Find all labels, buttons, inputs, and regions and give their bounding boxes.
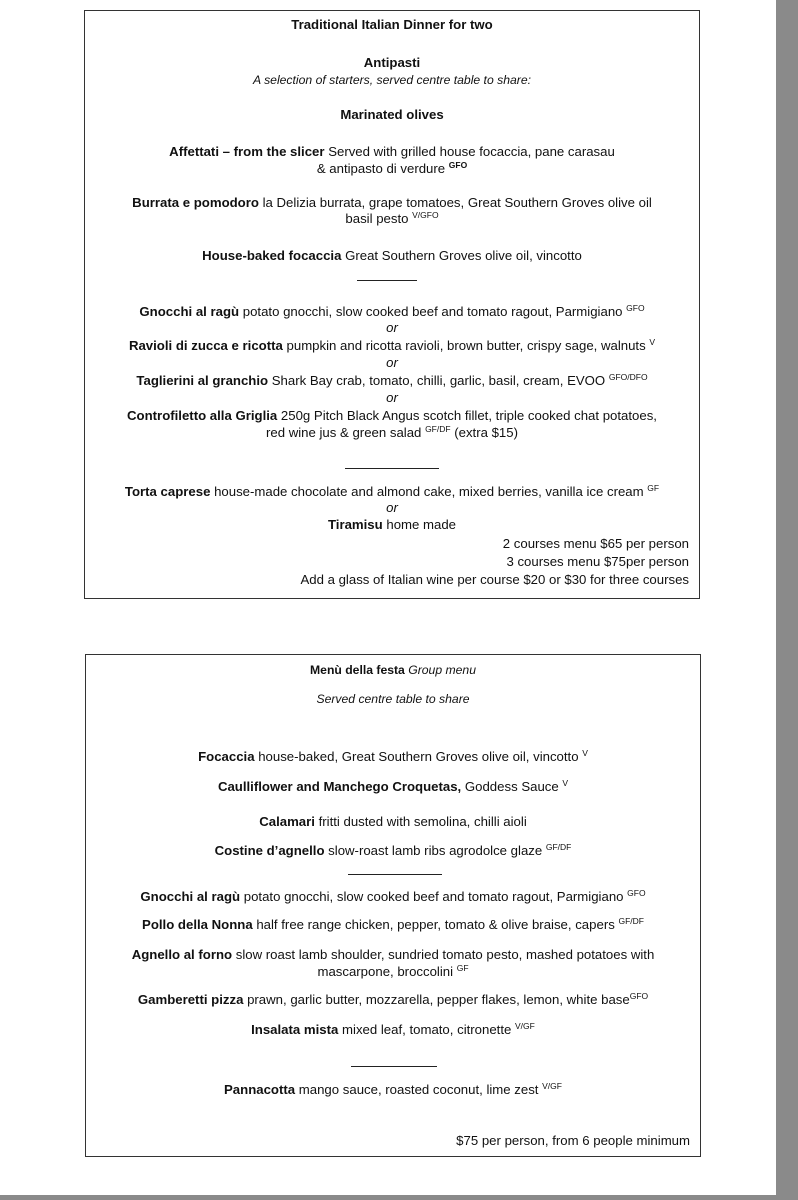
section-divider xyxy=(351,1066,437,1067)
dietary-tag: V/GF xyxy=(542,1081,562,1091)
dietary-tag: GFO/DFO xyxy=(608,372,648,382)
antipasti-heading: Antipasti xyxy=(363,55,421,70)
dinner-for-two-menu xyxy=(84,10,700,599)
dietary-tag: V/GF xyxy=(515,1021,535,1031)
focaccia-item: House-baked focaccia Great Southern Groves olive oil, vincotto xyxy=(202,248,582,263)
wine-pairing: Add a glass of Italian wine per course $20 or $30 for three courses xyxy=(300,572,689,587)
torta-caprese-item: Torta caprese house-made chocolate and almond cake, mixed berries, vanilla ice cream $^{GF}$ xyxy=(124,483,660,499)
costine-item: Costine d’agnello slow-roast lamb ribs agrodolce glaze $^{GF/DF}$ xyxy=(214,842,572,858)
agnello-item: Agnello al forno slow roast lamb shoulder, sundried tomato pesto, mashed potatoes with xyxy=(131,947,655,962)
dietary-tag: V xyxy=(649,337,656,347)
or-separator: or xyxy=(386,390,398,405)
ravioli-item: Ravioli di zucca e ricotta pumpkin and ricotta ravioli, brown butter, crispy sage, walnuts $^V$ xyxy=(128,337,656,353)
dietary-tag: GFO xyxy=(448,160,468,170)
burrata-item-cont: basil pesto $^{V/GFO}$ xyxy=(345,210,439,226)
or-separator: or xyxy=(386,355,398,370)
pannacotta-item: Pannacotta mango sauce, roasted coconut, lime zest $^{V/GF}$ xyxy=(224,1081,562,1097)
dietary-tag: GF xyxy=(456,963,469,973)
group-price: $75 per person, from 6 people minimum xyxy=(456,1133,690,1148)
menu-title: Traditional Italian Dinner for two xyxy=(291,17,493,32)
agnello-item-cont: mascarpone, broccolini $^{GF}$ xyxy=(317,963,469,979)
price-two-courses: 2 courses menu $65 per person xyxy=(502,536,689,551)
dietary-tag: GFO xyxy=(627,888,646,898)
dietary-tag: V xyxy=(562,778,569,788)
controfiletto-item: Controfiletto alla Griglia 250g Pitch Black Angus scotch fillet, triple cooked chat potatoes, xyxy=(127,408,657,423)
dietary-tag: GF/DF xyxy=(545,842,572,852)
section-divider xyxy=(348,874,442,875)
gnocchi-item: Gnocchi al ragù potato gnocchi, slow cooked beef and tomato ragout, Parmigiano $^{GFO}$ xyxy=(139,303,645,319)
menu-subtitle: Served centre table to share xyxy=(316,692,470,706)
taglierini-item: Taglierini al granchio Shark Bay crab, tomato, chilli, garlic, basil, cream, EVOO $^{GFO/DFO}$ xyxy=(136,372,648,388)
dietary-tag: GF/DF xyxy=(425,424,451,434)
marinated-olives: Marinated olives xyxy=(340,107,444,122)
group-menu xyxy=(85,654,701,1157)
gnocchi-item: Gnocchi al ragù potato gnocchi, slow cooked beef and tomato ragout, Parmigiano $^{GFO}$ xyxy=(140,888,646,904)
dietary-tag: GF xyxy=(647,483,660,493)
insalata-item: Insalata mista mixed leaf, tomato, citronette $^{V/GF}$ xyxy=(251,1021,535,1037)
price-three-courses: 3 courses menu $75per person xyxy=(506,554,689,569)
affettati-item: Affettati – from the slicer Served with grilled house focaccia, pane carasau xyxy=(169,144,615,159)
tiramisu-item: Tiramisu home made xyxy=(327,517,457,532)
dietary-tag: V xyxy=(582,748,588,758)
dietary-tag: GF/DF xyxy=(618,916,644,926)
antipasti-subtitle: A selection of starters, served centre table to share: xyxy=(253,73,531,87)
section-divider xyxy=(357,280,417,281)
dietary-tag: V/GFO xyxy=(412,210,439,220)
dietary-tag: GFO xyxy=(626,303,645,313)
pollo-item: Pollo della Nonna half free range chicken, pepper, tomato & olive braise, capers $^{GF/DF}$ xyxy=(142,916,644,932)
focaccia-item: Focaccia house-baked, Great Southern Groves olive oil, vincotto $^V$ xyxy=(198,748,588,764)
burrata-item: Burrata e pomodoro la Delizia burrata, grape tomatoes, Great Southern Groves olive oil xyxy=(132,195,652,210)
page-edge-bottom xyxy=(0,1195,776,1200)
dietary-tag: GFO xyxy=(629,991,649,1001)
calamari-item: Calamari fritti dusted with semolina, chilli aioli xyxy=(259,814,527,829)
section-divider xyxy=(345,468,439,469)
affettati-item-cont: & antipasto di verdure $^{GFO}$ xyxy=(316,160,468,176)
controfiletto-item-cont: red wine jus & green salad $^{GF/DF}$ (extra $15) xyxy=(265,424,518,440)
menu-title: Menù della festa Group menu xyxy=(310,663,476,677)
or-separator: or xyxy=(386,320,398,335)
croquetas-item: Caulliflower and Manchego Croquetas, Goddess Sauce $^V$ xyxy=(217,778,569,794)
page-edge-right xyxy=(776,0,798,1200)
or-separator: or xyxy=(386,500,398,515)
gamberetti-item: Gamberetti pizza prawn, garlic butter, mozzarella, pepper flakes, lemon, white base$^{GFO}$ xyxy=(137,991,649,1007)
